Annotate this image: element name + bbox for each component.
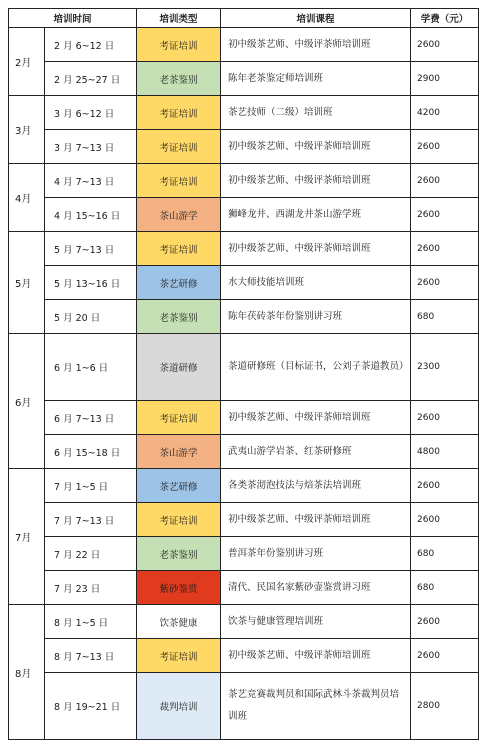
header-training-time: 培训时间 — [9, 9, 137, 28]
month-cell: 5月 — [9, 232, 45, 334]
table-row — [9, 164, 479, 198]
fee-cell: 2600 — [411, 503, 479, 537]
type-cell: 考证培训 — [137, 232, 221, 266]
course-cell: 茶道研修班（目标证书，公刘子茶道教员） — [221, 334, 411, 401]
table-row — [9, 266, 479, 300]
date-cell: 5 月 7~13 日 — [45, 232, 137, 266]
course-cell: 陈年茯砖茶年份鉴别讲习班 — [221, 300, 411, 334]
course-cell: 各类茶沏泡技法与焙茶法培训班 — [221, 469, 411, 503]
type-cell: 老茶鉴别 — [137, 62, 221, 96]
fee-cell: 680 — [411, 571, 479, 605]
fee-cell: 680 — [411, 537, 479, 571]
type-cell: 紫砂鉴赏 — [137, 571, 221, 605]
table-row — [9, 334, 479, 401]
course-cell: 茶艺竞赛裁判员和国际武林斗茶裁判员培训班 — [221, 673, 411, 740]
fee-cell: 4800 — [411, 435, 479, 469]
date-cell: 8 月 1~5 日 — [45, 605, 137, 639]
fee-cell: 2600 — [411, 605, 479, 639]
fee-cell: 2600 — [411, 130, 479, 164]
fee-cell: 2600 — [411, 469, 479, 503]
course-cell: 初中级茶艺师、中级评茶师培训班 — [221, 232, 411, 266]
fee-cell: 4200 — [411, 96, 479, 130]
type-cell: 老茶鉴别 — [137, 300, 221, 334]
type-cell: 考证培训 — [137, 401, 221, 435]
course-cell: 狮峰龙井、西湖龙井茶山游学班 — [221, 198, 411, 232]
type-cell: 考证培训 — [137, 96, 221, 130]
course-cell: 武夷山游学岩茶、红茶研修班 — [221, 435, 411, 469]
type-cell: 老茶鉴别 — [137, 537, 221, 571]
fee-cell: 2600 — [411, 198, 479, 232]
table-row — [9, 435, 479, 469]
fee-cell: 2600 — [411, 401, 479, 435]
fee-cell: 2600 — [411, 28, 479, 62]
month-cell: 6月 — [9, 334, 45, 469]
table-row — [9, 537, 479, 571]
course-cell: 茶艺技师（二级）培训班 — [221, 96, 411, 130]
header-training-course: 培训课程 — [221, 9, 411, 28]
fee-cell: 2600 — [411, 232, 479, 266]
date-cell: 4 月 15~16 日 — [45, 198, 137, 232]
table-row — [9, 639, 479, 673]
header-training-type: 培训类型 — [137, 9, 221, 28]
table-row — [9, 232, 479, 266]
type-cell: 饮茶健康 — [137, 605, 221, 639]
table-row — [9, 300, 479, 334]
type-cell: 茶艺研修 — [137, 266, 221, 300]
date-cell: 5 月 13~16 日 — [45, 266, 137, 300]
fee-cell: 2600 — [411, 164, 479, 198]
date-cell: 3 月 6~12 日 — [45, 96, 137, 130]
course-cell: 初中级茶艺师、中级评茶师培训班 — [221, 164, 411, 198]
month-cell: 2月 — [9, 28, 45, 96]
type-cell: 茶道研修 — [137, 334, 221, 401]
date-cell: 6 月 7~13 日 — [45, 401, 137, 435]
course-cell: 初中级茶艺师、中级评茶师培训班 — [221, 28, 411, 62]
table-row — [9, 605, 479, 639]
date-cell: 2 月 6~12 日 — [45, 28, 137, 62]
table-row — [9, 62, 479, 96]
course-cell: 初中级茶艺师、中级评茶师培训班 — [221, 130, 411, 164]
fee-cell: 2800 — [411, 673, 479, 740]
table-row — [9, 673, 479, 740]
type-cell: 茶山游学 — [137, 435, 221, 469]
course-cell: 饮茶与健康管理培训班 — [221, 605, 411, 639]
course-cell: 初中级茶艺师、中级评茶师培训班 — [221, 503, 411, 537]
date-cell: 5 月 20 日 — [45, 300, 137, 334]
course-cell: 清代、民国名家紫砂壶鉴赏讲习班 — [221, 571, 411, 605]
date-cell: 7 月 22 日 — [45, 537, 137, 571]
date-cell: 7 月 7~13 日 — [45, 503, 137, 537]
header-row — [9, 9, 479, 28]
table-row — [9, 571, 479, 605]
fee-cell: 2600 — [411, 639, 479, 673]
course-cell: 普洱茶年份鉴别讲习班 — [221, 537, 411, 571]
type-cell: 考证培训 — [137, 164, 221, 198]
training-schedule-table — [8, 8, 479, 740]
fee-cell: 2600 — [411, 266, 479, 300]
course-cell: 陈年老茶鉴定师培训班 — [221, 62, 411, 96]
course-cell: 初中级茶艺师、中级评茶师培训班 — [221, 639, 411, 673]
date-cell: 7 月 23 日 — [45, 571, 137, 605]
date-cell: 6 月 1~6 日 — [45, 334, 137, 401]
type-cell: 茶艺研修 — [137, 469, 221, 503]
type-cell: 茶山游学 — [137, 198, 221, 232]
date-cell: 3 月 7~13 日 — [45, 130, 137, 164]
date-cell: 8 月 19~21 日 — [45, 673, 137, 740]
table-row — [9, 130, 479, 164]
fee-cell: 2900 — [411, 62, 479, 96]
table-row — [9, 198, 479, 232]
date-cell: 6 月 15~18 日 — [45, 435, 137, 469]
type-cell: 考证培训 — [137, 28, 221, 62]
header-tuition-fee: 学费（元） — [411, 9, 479, 28]
table-row — [9, 401, 479, 435]
table-row — [9, 469, 479, 503]
date-cell: 4 月 7~13 日 — [45, 164, 137, 198]
date-cell: 8 月 7~13 日 — [45, 639, 137, 673]
type-cell: 考证培训 — [137, 639, 221, 673]
type-cell: 考证培训 — [137, 503, 221, 537]
date-cell: 2 月 25~27 日 — [45, 62, 137, 96]
schedule-body — [9, 28, 479, 740]
table-row — [9, 503, 479, 537]
course-cell: 初中级茶艺师、中级评茶师培训班 — [221, 401, 411, 435]
month-cell: 7月 — [9, 469, 45, 605]
month-cell: 4月 — [9, 164, 45, 232]
table-row — [9, 96, 479, 130]
month-cell: 3月 — [9, 96, 45, 164]
month-cell: 8月 — [9, 605, 45, 740]
course-cell: 水大师技能培训班 — [221, 266, 411, 300]
date-cell: 7 月 1~5 日 — [45, 469, 137, 503]
fee-cell: 2300 — [411, 334, 479, 401]
fee-cell: 680 — [411, 300, 479, 334]
table-row — [9, 28, 479, 62]
type-cell: 裁判培训 — [137, 673, 221, 740]
type-cell: 考证培训 — [137, 130, 221, 164]
